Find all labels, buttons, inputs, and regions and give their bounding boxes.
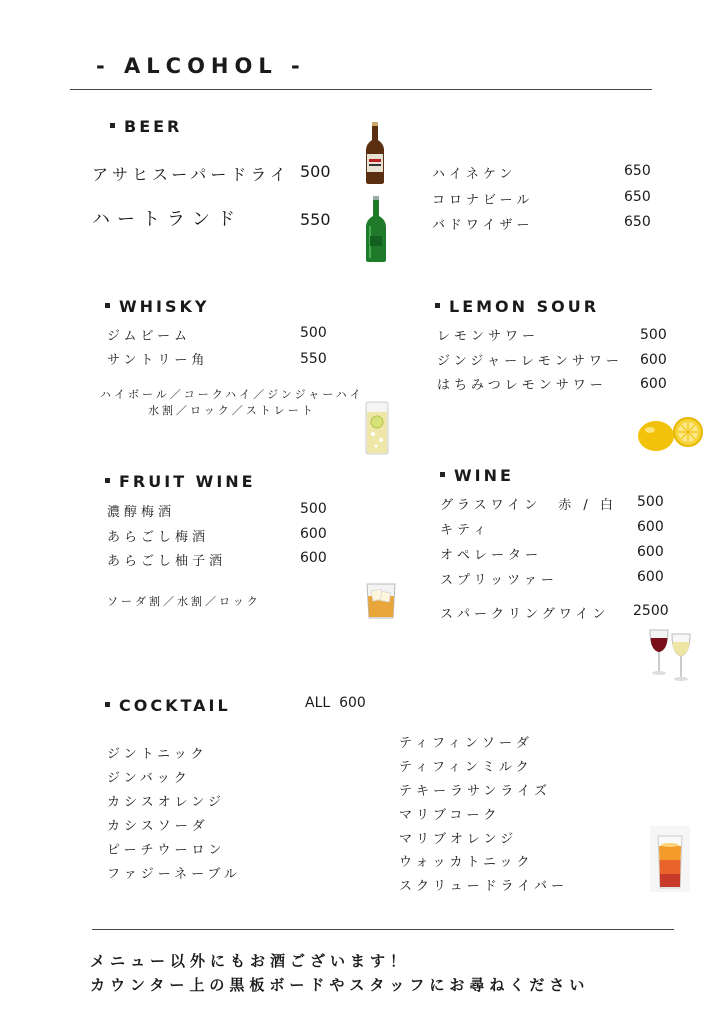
menu-item-price: 600 — [300, 550, 327, 566]
menu-item-price: 500 — [300, 162, 331, 181]
bullet-icon — [105, 478, 110, 483]
menu-item-price: 600 — [300, 526, 327, 542]
menu-item-name: レモンサワー — [437, 329, 540, 344]
menu-item-name: はちみつレモンサワー — [437, 378, 607, 393]
menu-item-name: グラスワイン 赤 / 白 — [440, 498, 617, 513]
menu-item-name: スパークリングワイン — [440, 607, 610, 622]
fruit-wine-style-note: ソーダ割／水割／ロック — [107, 595, 261, 608]
bullet-icon — [440, 472, 445, 477]
cocktail-glass-icon — [650, 826, 690, 892]
footer-message-line1: メニュー以外にもお酒ございます！ — [90, 952, 411, 970]
section-beer-heading: BEER — [110, 117, 182, 136]
menu-item-name: あらごし柚子酒 — [107, 554, 227, 569]
menu-item-name: あらごし梅酒 — [107, 530, 210, 545]
menu-item-name: カシスオレンジ — [107, 795, 225, 810]
menu-item-price: 600 — [637, 544, 664, 560]
menu-item-price: 650 — [624, 214, 651, 230]
section-whisky-heading: WHISKY — [105, 297, 210, 316]
rock-glass-icon — [364, 580, 398, 620]
menu-item-price: 2500 — [633, 603, 669, 619]
menu-item-name: アサヒスーパードライ — [92, 165, 290, 184]
menu-item-name: ジンジャーレモンサワー — [437, 354, 623, 369]
menu-item-price: 650 — [624, 189, 651, 205]
menu-item-name: カシスソーダ — [107, 819, 209, 834]
menu-item-price: 600 — [640, 376, 667, 392]
cocktail-all-price: ALL 600 — [305, 695, 366, 711]
menu-item-price: 600 — [640, 352, 667, 368]
beer-bottle-icon — [364, 196, 388, 262]
menu-item-name: ジントニック — [107, 747, 208, 762]
menu-item-name: サントリー角 — [107, 353, 209, 368]
menu-item-name: ウォッカトニック — [399, 855, 534, 870]
whisky-style-note: 水割／ロック／ストレート — [148, 404, 316, 417]
menu-item-name: テキーラサンライズ — [399, 784, 551, 799]
menu-item-price: 500 — [637, 494, 664, 510]
menu-item-price: 650 — [624, 163, 651, 179]
menu-item-name: スプリッツァー — [440, 573, 558, 588]
bullet-icon — [105, 702, 110, 707]
footer-divider — [92, 929, 674, 930]
menu-item-name: マリブオレンジ — [399, 832, 518, 847]
menu-item-name: ハイネケン — [432, 167, 517, 182]
page-title: - ALCOHOL - — [96, 54, 306, 78]
menu-item-price: 500 — [300, 501, 327, 517]
menu-item-name: ジンバック — [107, 771, 191, 786]
menu-item-price: 550 — [300, 351, 327, 367]
menu-item-price: 550 — [300, 210, 331, 229]
menu-item-name: バドワイザー — [432, 218, 534, 233]
menu-item-price: 500 — [300, 325, 327, 341]
menu-item-name: ジムビーム — [107, 329, 191, 344]
menu-item-name: コロナビール — [432, 193, 534, 208]
menu-item-name: スクリュードライバー — [399, 879, 568, 894]
menu-item-name: オペレーター — [440, 548, 543, 563]
menu-item-name: 濃醇梅酒 — [107, 505, 176, 520]
bullet-icon — [110, 123, 115, 128]
menu-item-price: 500 — [640, 327, 667, 343]
bullet-icon — [105, 303, 110, 308]
title-divider — [70, 89, 652, 90]
menu-item-name: マリブコーク — [399, 808, 501, 823]
section-cocktail-heading: COCKTAIL — [105, 696, 231, 715]
section-lemon-sour-heading: LEMON SOUR — [435, 297, 599, 316]
whisky-style-note: ハイボール／コークハイ／ジンジャーハイ — [100, 388, 364, 401]
menu-item-name: ピーチウーロン — [107, 843, 226, 858]
menu-item-name: キティ — [440, 523, 490, 538]
menu-item-name: ファジーネーブル — [107, 867, 241, 882]
lemon-icon — [634, 406, 706, 456]
menu-item-price: 600 — [637, 569, 664, 585]
menu-item-name: ティフィンミルク — [399, 760, 533, 775]
wine-glasses-icon — [648, 628, 694, 684]
menu-item-name: ハートランド — [92, 209, 242, 230]
beer-bottle-icon — [364, 122, 386, 184]
footer-message-line2: カウンター上の黒板ボードやスタッフにお尋ねください — [90, 976, 590, 994]
bullet-icon — [435, 303, 440, 308]
menu-item-price: 600 — [637, 519, 664, 535]
section-wine-heading: WINE — [440, 466, 514, 485]
section-fruit-wine-heading: FRUIT WINE — [105, 472, 256, 491]
highball-glass-icon — [364, 400, 390, 458]
menu-item-name: ティフィンソーダ — [399, 736, 533, 751]
